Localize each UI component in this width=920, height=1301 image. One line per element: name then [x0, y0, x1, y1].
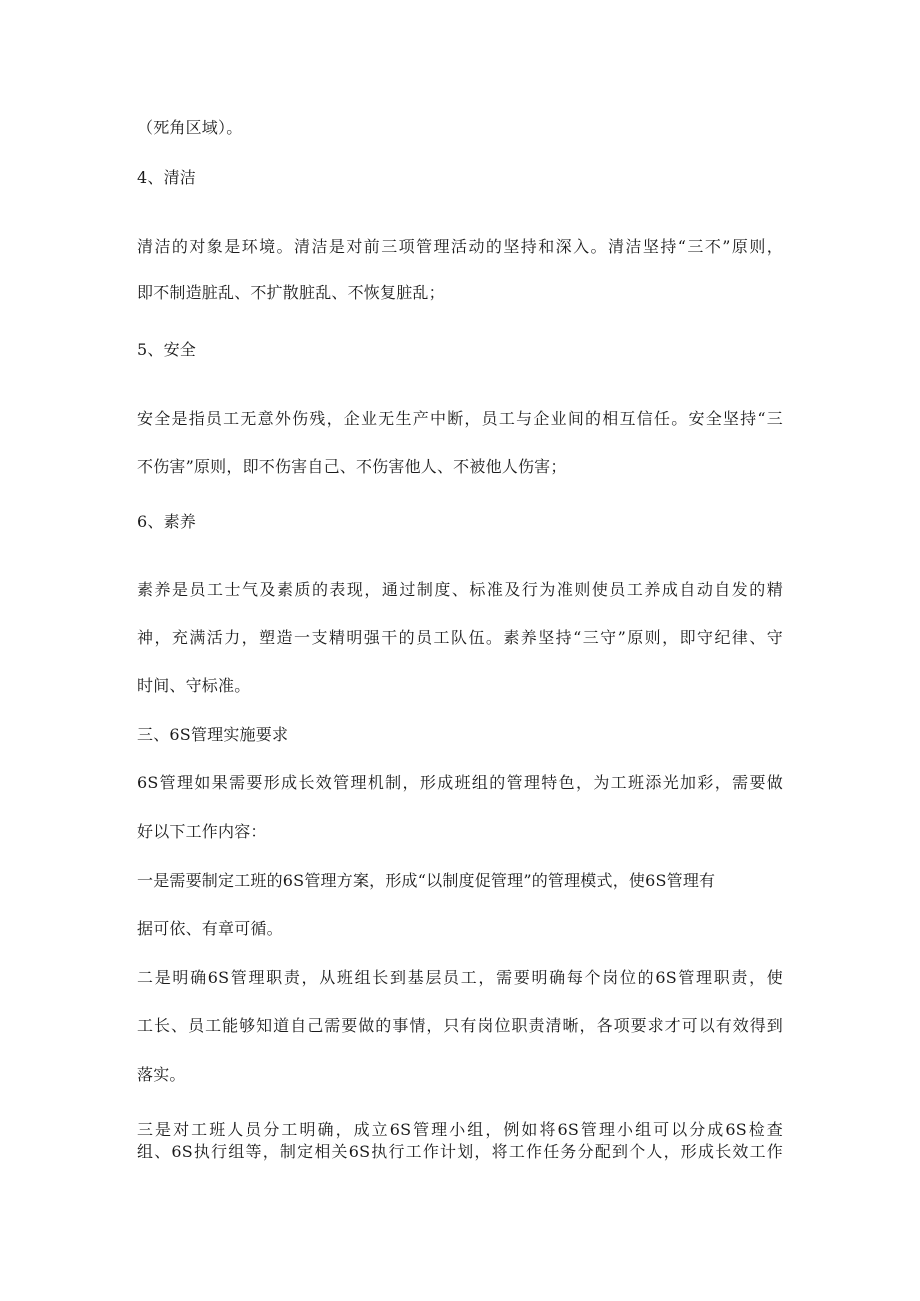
paragraph-first-item-line-1: 一是需要制定工班的6S管理方案，形成“以制度促管理”的管理模式，使6S管理有	[137, 871, 716, 890]
text-line-continuation: （死角区域）。	[137, 118, 243, 137]
paragraph-literacy-line-1: 素养是员工士气及素质的表现，通过制度、标准及行为准则使员工养成自动自发的精	[137, 580, 783, 599]
paragraph-literacy-line-3: 时间、守标准。	[137, 676, 251, 695]
paragraph-first-item-line-2: 据可依、有章可循。	[137, 919, 283, 938]
paragraph-second-item-line-3: 落实。	[137, 1065, 186, 1084]
section-heading-cleanliness: 4、清洁	[137, 168, 196, 187]
paragraph-second-item-line-1: 二是明确6S管理职责，从班组长到基层员工，需要明确每个岗位的6S管理职责，使	[137, 968, 783, 987]
paragraph-literacy-line-2: 神，充满活力，塑造一支精明强干的员工队伍。素养坚持“三守”原则，即守纪律、守	[137, 628, 783, 647]
section-heading-safety: 5、安全	[137, 340, 196, 359]
paragraph-third-item-line-1: 三是对工班人员分工明确，成立6S管理小组，例如将6S管理小组可以分成6S检查	[137, 1120, 783, 1139]
paragraph-6s-intro-line-1: 6S管理如果需要形成长效管理机制，形成班组的管理特色，为工班添光加彩，需要做	[137, 773, 783, 792]
paragraph-safety-line-2: 不伤害”原则，即不伤害自己、不伤害他人、不被他人伤害；	[137, 457, 567, 476]
paragraph-third-item-line-2: 组、6S执行组等，制定相关6S执行工作计划，将工作任务分配到个人，形成长效工作	[137, 1142, 783, 1161]
paragraph-cleanliness-line-2: 即不制造脏乱、不扩散脏乱、不恢复脏乱；	[137, 283, 445, 302]
paragraph-6s-intro-line-2: 好以下工作内容：	[137, 822, 267, 841]
paragraph-second-item-line-2: 工长、员工能够知道自己需要做的事情，只有岗位职责清晰，各项要求才可以有效得到	[137, 1016, 783, 1035]
section-heading-6s-requirements: 三、6S管理实施要求	[137, 725, 289, 744]
paragraph-safety-line-1: 安全是指员工无意外伤残，企业无生产中断，员工与企业间的相互信任。安全坚持“三	[137, 409, 783, 428]
section-heading-literacy: 6、素养	[137, 512, 196, 531]
paragraph-cleanliness-line-1: 清洁的对象是环境。清洁是对前三项管理活动的坚持和深入。清洁坚持“三不”原则，	[137, 237, 783, 256]
